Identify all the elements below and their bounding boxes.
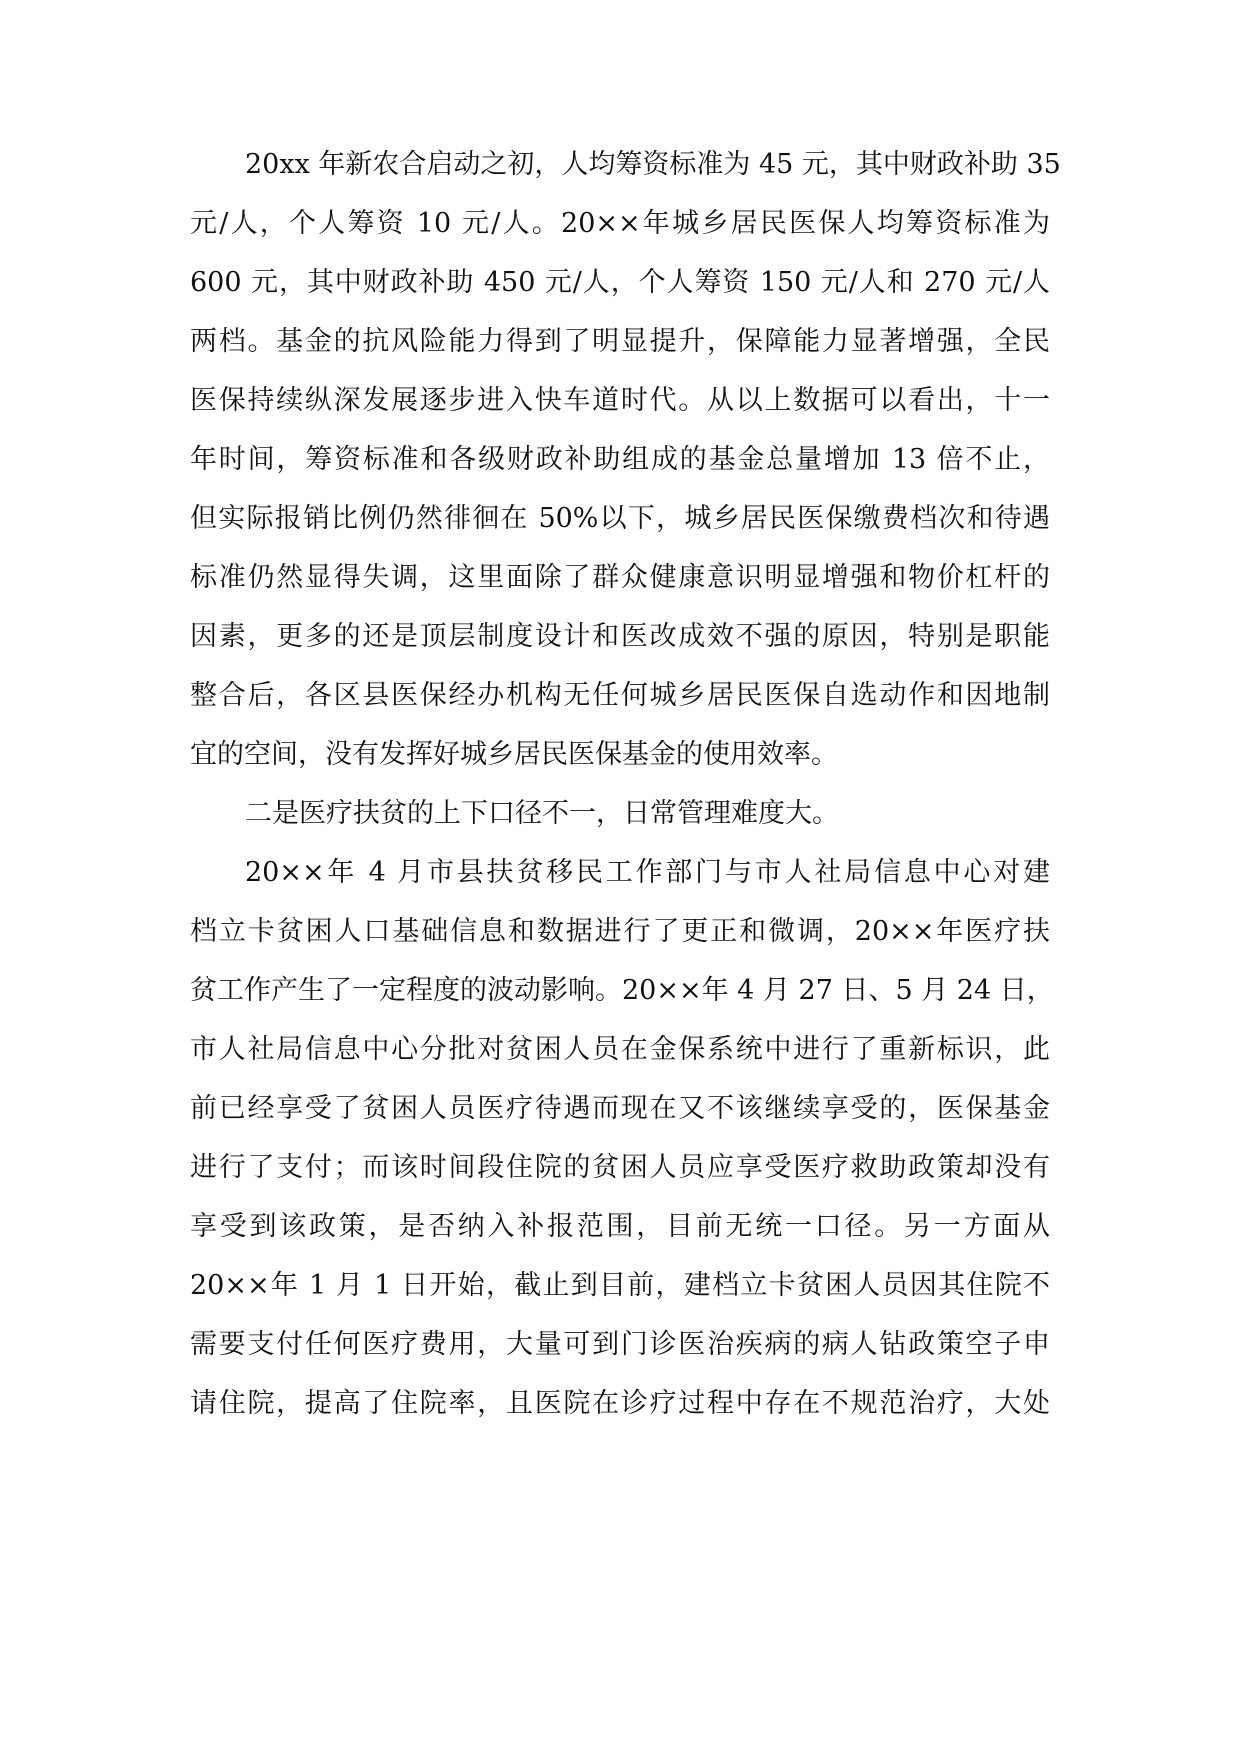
paragraph-line: 市人社局信息中心分批对贫困人员在金保系统中进行了重新标识，此 [190, 1034, 1050, 1065]
paragraph-line: 600 元，其中财政补助 450 元/人，个人筹资 150 元/人和 270 元/人 [190, 267, 1050, 298]
paragraph-line: 享受到该政策，是否纳入补报范围，目前无统一口径。另一方面从 [190, 1211, 1050, 1242]
paragraph-line: 整合后，各区县医保经办机构无任何城乡居民医保自选动作和因地制 [190, 680, 1050, 711]
paragraph-line: 20xx 年新农合启动之初，人均筹资标准为 45 元，其中财政补助 35 [245, 149, 1061, 180]
paragraph-line: 请住院，提高了住院率，且医院在诊疗过程中存在不规范治疗，大处 [190, 1388, 1050, 1419]
paragraph-line: 贫工作产生了一定程度的波动影响。20××年 4 月 27 日、5 月 24 日， [190, 975, 1054, 1006]
paragraph-line: 标准仍然显得失调，这里面除了群众健康意识明显增强和物价杠杆的 [190, 562, 1050, 593]
paragraph-line: 需要支付任何医疗费用，大量可到门诊医治疾病的病人钻政策空子申 [190, 1329, 1050, 1360]
paragraph-line: 20××年 4 月市县扶贫移民工作部门与市人社局信息中心对建 [245, 857, 1050, 888]
paragraph-line: 两档。基金的抗风险能力得到了明显提升，保障能力显著增强，全民 [190, 326, 1050, 357]
paragraph-line: 宜的空间，没有发挥好城乡居民医保基金的使用效率。 [190, 739, 838, 770]
paragraph-line: 前已经享受了贫困人员医疗待遇而现在又不该继续享受的，医保基金 [190, 1093, 1050, 1124]
paragraph-line: 年时间，筹资标准和各级财政补助组成的基金总量增加 13 倍不止， [190, 444, 1050, 475]
paragraph-line: 医保持续纵深发展逐步进入快车道时代。从以上数据可以看出，十一 [190, 385, 1050, 416]
paragraph-line: 20××年 1 月 1 日开始，截止到目前，建档立卡贫困人员因其住院不 [190, 1270, 1050, 1301]
paragraph-line: 档立卡贫困人口基础信息和数据进行了更正和微调，20××年医疗扶 [190, 916, 1050, 947]
section-heading: 二是医疗扶贫的上下口径不一，日常管理难度大。 [245, 798, 839, 829]
paragraph-line: 进行了支付；而该时间段住院的贫困人员应享受医疗救助政策却没有 [190, 1152, 1050, 1183]
paragraph-line: 因素，更多的还是顶层制度设计和医改成效不强的原因，特别是职能 [190, 621, 1050, 652]
paragraph-line: 元/人，个人筹资 10 元/人。20××年城乡居民医保人均筹资标准为 [190, 208, 1050, 239]
paragraph-line: 但实际报销比例仍然徘徊在 50%以下，城乡居民医保缴费档次和待遇 [190, 503, 1050, 534]
